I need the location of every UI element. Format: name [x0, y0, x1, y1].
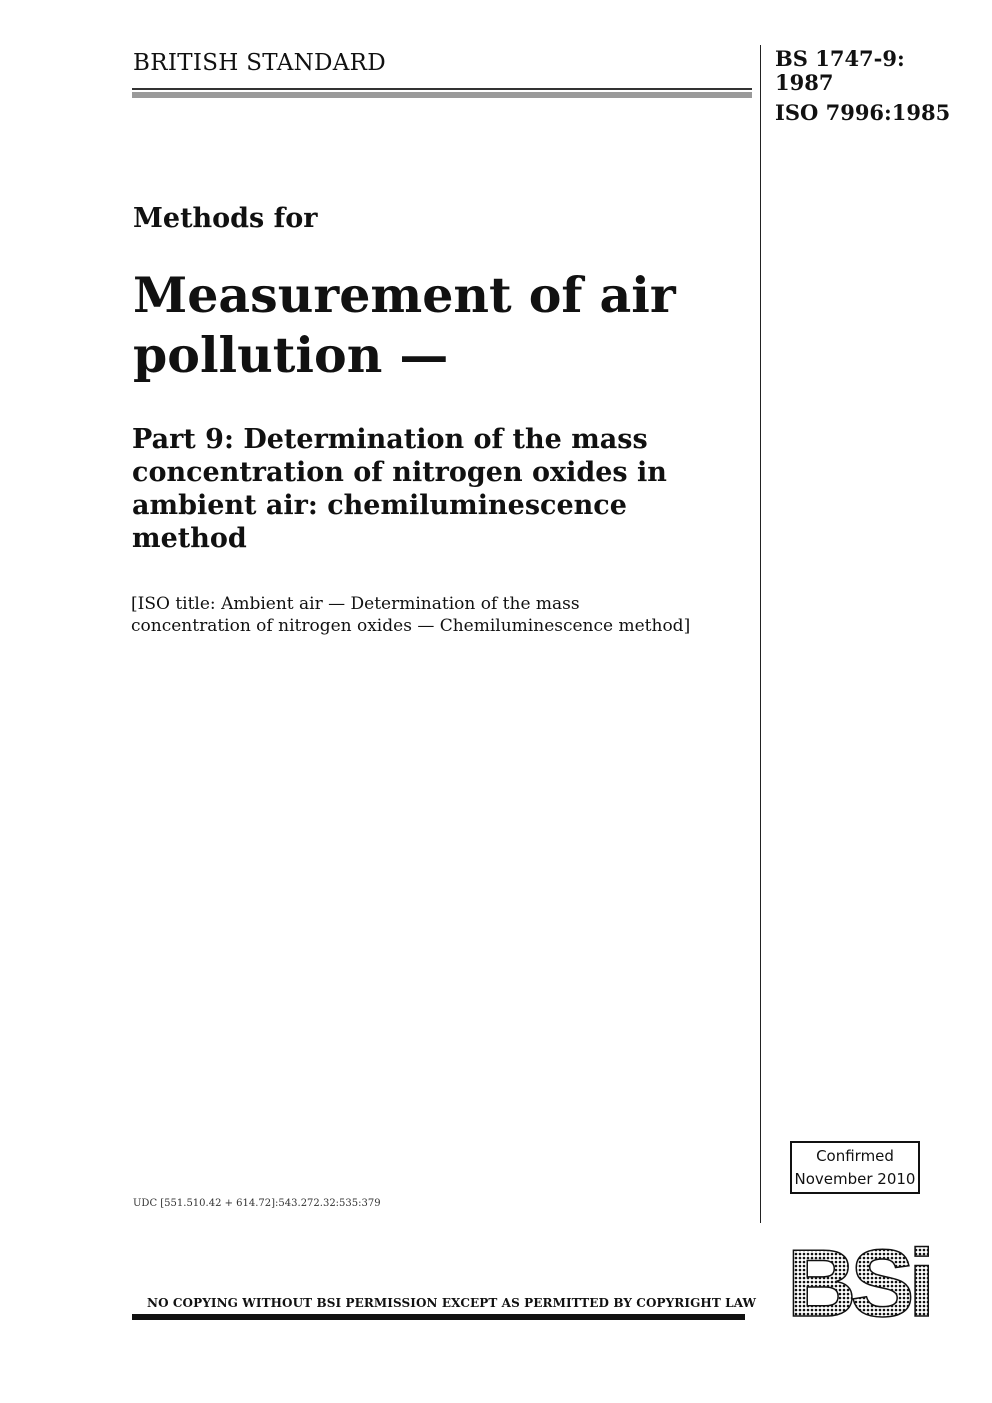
iso-number: ISO 7996:1985: [775, 100, 951, 125]
main-title: [133, 265, 676, 385]
main-title-line1: Measurement of air: [133, 266, 676, 324]
copyright-notice: NO COPYING WITHOUT BSI PERMISSION EXCEPT AS PERMITTED BY COPYRIGHT LAW: [147, 1296, 757, 1310]
part-title: [132, 423, 752, 555]
standard-number-line1: BS 1747-9:: [775, 46, 905, 71]
part-title-line2: concentration of nitrogen oxides in: [132, 457, 667, 488]
title-intro: Methods for: [133, 203, 318, 234]
main-title-line2: pollution —: [133, 326, 449, 384]
footer-rule: [132, 1314, 745, 1320]
standard-number-line2: 1987: [775, 70, 834, 95]
part-title-line3: ambient air: chemiluminescence: [132, 490, 627, 521]
iso-title: [131, 593, 761, 637]
confirmation-line1: Confirmed: [816, 1147, 894, 1165]
header-rule-thick: [132, 92, 752, 98]
svg-text:BSi: BSi: [786, 1244, 930, 1320]
standard-number: [775, 47, 905, 95]
udc-code: UDC [551.510.42 + 614.72]:543.272.32:535:379: [133, 1198, 381, 1209]
confirmation-line2: November 2010: [794, 1170, 916, 1188]
part-title-line4: method: [132, 523, 247, 554]
part-title-line1: Part 9: Determination of the mass: [132, 424, 648, 455]
iso-title-line1: [ISO title: Ambient air — Determination of the mass: [131, 594, 580, 614]
iso-title-line2: concentration of nitrogen oxides — Chemiluminescence method]: [131, 616, 691, 636]
bsi-logo-icon: [770, 1244, 946, 1320]
header-rule-thin: [132, 88, 752, 90]
document-category-label: BRITISH STANDARD: [133, 50, 387, 76]
confirmation-stamp: [790, 1141, 920, 1194]
